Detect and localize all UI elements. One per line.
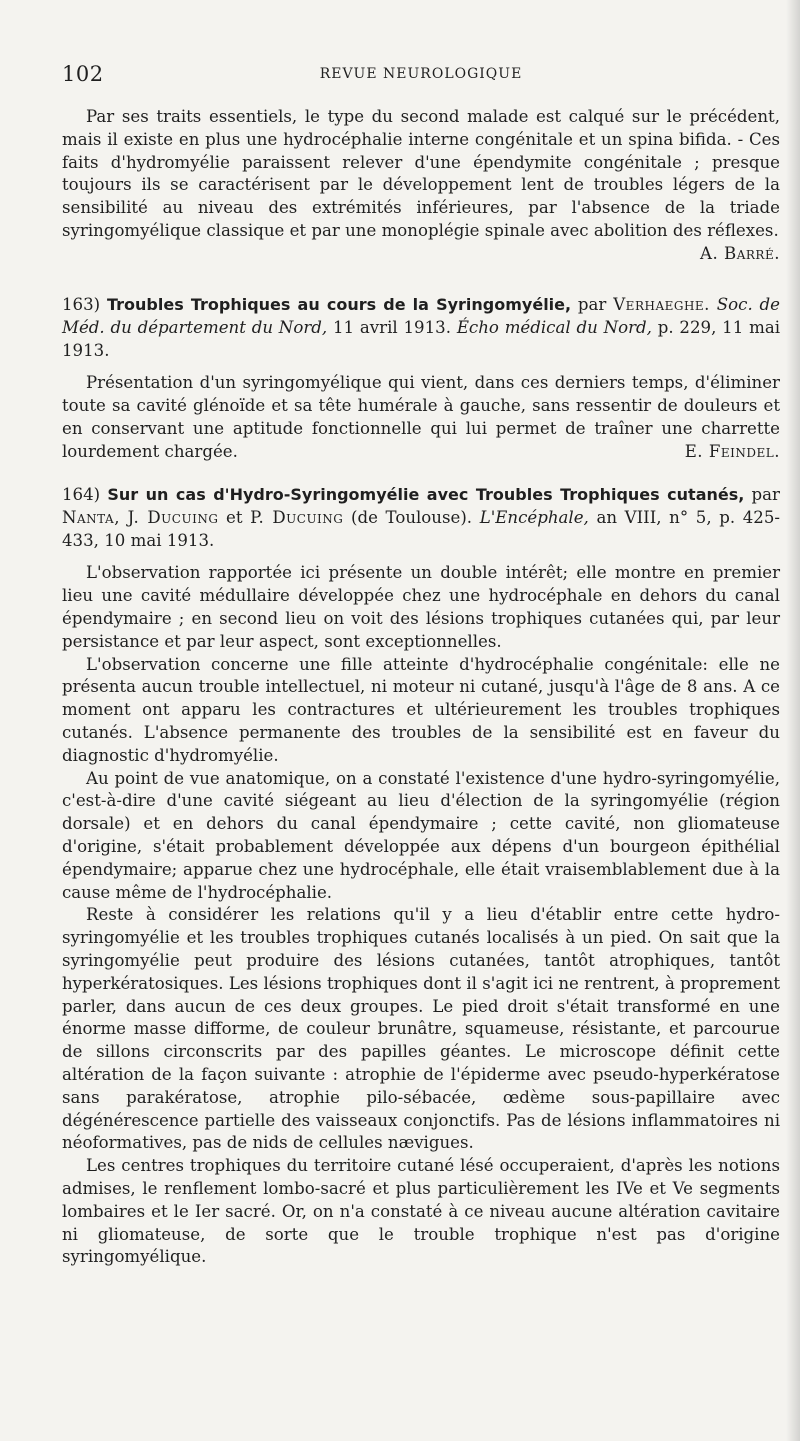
article-163-date: 11 avril 1913.	[332, 317, 451, 337]
article-163-signature: E. Feindel.	[684, 441, 780, 461]
article-164-paragraph-1: L'observation rapportée ici présente un double intérêt; elle montre en premier lieu une cavité médullaire développée chez une hydrocéphale en dehors du canal épendymaire ; en second lieu on voit des lésions trophiques cutanées qui, par leur persistance et par leur aspect, sont exceptionnelles.	[62, 563, 780, 651]
article-164-journal: L'Encéphale,	[479, 507, 589, 527]
article-163-title: Troubles Trophiques au cours de la Syringomyélie,	[106, 295, 572, 314]
article-164-place: (de Toulouse).	[351, 507, 473, 527]
article-163-number: 163)	[62, 295, 101, 314]
article-163-journal: Écho médical du Nord,	[456, 317, 652, 337]
article-164-paragraph-3: Au point de vue anatomique, on a constaté l'existence d'une hydro-syringomyélie, c'est-à-dire d'une cavité siégeant au lieu d'élection de la syringomyélie (région dorsale) et en dehors du canal épendymaire ; cette cavité, non gliomateuse d'origine, s'était probablement développée aux dépens d'un bourgeon épithélial épendymaire; apparue chez une hydrocéphale, elle était vraisemblablement due à la cause même de l'hydrocéphalie.	[62, 768, 780, 902]
article-164-paragraph-2: L'observation concerne une fille atteinte d'hydrocéphalie congénitale: elle ne présenta aucun trouble intellectuel, ni moteur ni cutané, jusqu'à l'âge de 8 ans. A ce moment ont apparu les contractures et ultérieurement les troubles trophiques cutanés. L'absence permanente des troubles de la sensibilité est en faveur du diagnostic d'hydromyélie.	[62, 654, 780, 765]
article-164-paragraph-4: Reste à considérer les relations qu'il y a lieu d'établir entre cette hydro-syringomyélie et les troubles trophiques cutanés localisés à un pied. On sait que la syringomyélie peut produire des lésions cutanées, tantôt atrophiques, tantôt hyperkératosiques. Les lésions trophiques dont il s'agit ici ne rentrent, à proprement parler, dans aucun de ces deux groupes. Le pied droit s'était transformé en une énorme masse difforme, de couleur brunâtre, squameuse, résistante, et parcourue de sillons circonscrits par des papilles géantes. Le microscope définit cette altération de la façon suivante : atrophie de l'épiderme avec pseudo-hyperkératose sans parakératose, atrophie pilo-sébacée, œdème sous-papillaire avec dégénérescence partielle des vaisseaux conjonctifs. Pas de lésions inflammatoires ni néoformatives, pas de nids de cellules nævigues.	[62, 905, 780, 1153]
article-163-author: Verhaeghe.	[613, 295, 710, 314]
article-164-title: Sur un cas d'Hydro-Syringomyélie avec Troubles Trophiques cutanés,	[107, 485, 745, 504]
running-header	[62, 62, 780, 88]
intro-section	[62, 106, 780, 266]
article-163-source: Soc. de Méd. du département du Nord,	[62, 295, 780, 337]
article-164-paragraph-5: Les centres trophiques du territoire cutané lésé occuperaient, d'après les notions admises, le renflement lombo-sacré et plus particulièrement les IVe et Ve segments lombaires et le Ier sacré. Or, on n'a constaté à ce niveau aucune altération cavitaire ni gliomateuse, de sorte que le trouble trophique n'est pas d'origine syringomyélique.	[62, 1156, 780, 1267]
article-163-body: Présentation d'un syringomyélique qui vient, dans ces derniers temps, d'éliminer toute sa cavité glénoïde et sa tête humérale à gauche, sans ressentir de douleurs et en conservant une aptitude fonctionnelle qui lui permet de traîner une charrette lourdement chargée. E. Feindel.	[62, 372, 780, 463]
article-164-ref: an VIII, n° 5, p. 425-433, 10 mai 1913.	[62, 507, 781, 550]
article-164-author-3: P. Ducuing	[250, 507, 344, 527]
article-163-ref: p. 229, 11 mai 1913.	[62, 317, 781, 360]
article-164-number: 164)	[62, 485, 101, 504]
intro-signature: A. Barré.	[700, 243, 780, 263]
article-163-heading: 163) Troubles Trophiques au cours de la Syringomyélie, par Verhaeghe. Soc. de Méd. du département du Nord, 11 avril 1913. Écho médical du Nord, p. 229, 11 mai 1913.	[62, 295, 781, 360]
article-164	[62, 484, 780, 1269]
article-163	[62, 294, 780, 464]
intro-paragraph: Par ses traits essentiels, le type du second malade est calqué sur le précédent, mais il existe en plus une hydrocéphalie interne congénitale et un spina bifida. - Ces faits d'hydromyélie paraissent relever d'une épendymite congénitale ; presque toujours ils se caractérisent par le développement lent de troubles légers de la sensibilité au niveau des extrémités inférieures, par l'absence de la triade syringomyélique classique et par une monoplégie spinale avec abolition des réflexes. A. Barré.	[62, 106, 780, 266]
article-164-author-1: Nanta,	[62, 507, 120, 527]
article-164-heading: 164) Sur un cas d'Hydro-Syringomyélie avec Troubles Trophiques cutanés, par Nanta, J. Ducuing et P. Ducuing (de Toulouse). L'Encéphale, an VIII, n° 5, p. 425-433, 10 mai 1913.	[62, 485, 781, 550]
journal-title: REVUE NEUROLOGIQUE	[319, 66, 523, 82]
article-164-author-2: J. Ducuing	[127, 507, 219, 527]
page-number: 102	[62, 62, 104, 86]
scan-edge-shadow	[786, 0, 800, 1441]
